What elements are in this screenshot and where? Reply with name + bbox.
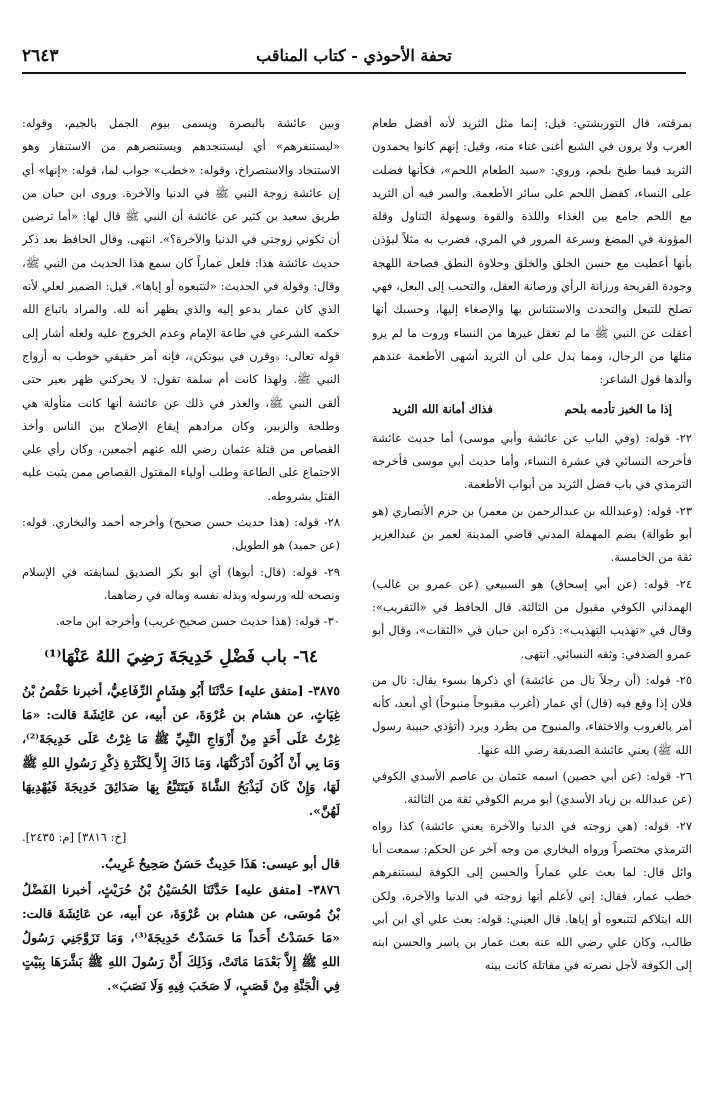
commentary-note-22: ٢٢- قوله: (وفي الباب عن عائشة وأبي موسى) أما حديث عائشة فأخرجه النسائي في عشرة النساء، وأما حديث أبي موسى فأخرجه الترمذي في باب فضل الثريد من أبواب الأطعمة. — [372, 430, 692, 492]
page-number: ٢٦٤٣ — [22, 46, 59, 66]
verse-hemistich-first: إذا ما الخبز تأدمه بلحم — [564, 401, 672, 416]
commentary-note-23: ٢٣- قوله: (وعبدالله بن عبدالرحمن بن معمر) بن حزم الأنصاري (هو أبو طوالة) بضم المهملة المدني قاضي المدينة لعمر بن عبدالعزيز ثقة من الخامسة. — [372, 503, 692, 565]
hadith-reference: [خ: ٣٨١٦] [م: ٢٤٣٥]. — [22, 829, 127, 844]
commentary-note-29: ٢٩- قوله: (قال: أبوها) أي أبو بكر الصديق لسابقته في الإسلام ونصحه لله ورسوله وبذله نفسه وماله في رضاهما. — [22, 564, 340, 602]
commentary-paragraph: بمرقته، قال التوربشتي: قيل: إنما مثل الثريد لأنه أفضل طعام العرب ولا يرون في الشبع أغنى غناء منه، وقيل: إنهم كانوا يحمدون الثريد فيما طبخ بلحم، وروي: «سيد الطعام اللحم»، فكأنها فضلت على النساء، كفضل اللحم على سائر الأطعمة. والسر فيه أن الثريد مع اللحم جامع بين الغذاء واللذة والقوة وسهولة التناول وقلة المؤونة في المضغ وسرعة المرور في المري، فضرب به مثلاً ليؤذن بأنها أعطيت مع حسن الخلق والخلق وحلاوة النطق فصاحة اللهجة وجودة القريحة ورزانة الرأي ورصانة العقل، والتحبب إلى البعل، فهي تصلح للتبعل والتحدث والاستئناس بها والإصغاء إليها، وحسبك أنها أعقلت عن النبي ﷺ ما لم تعقل غيرها من النساء وروت ما لم يرو مثلها من الرجال، ومما يدل على أن الثريد أشهى الأطعمة عندهم وألذها قول الشاعر: — [372, 116, 692, 387]
commentary-note-28: ٢٨- قوله: (هذا حديث حسن صحيح) وأخرجه أحمد والبخاري. قوله: (عن حميد) هو الطويل. — [22, 515, 340, 553]
left-column — [22, 112, 340, 1101]
commentary-note-24: ٢٤- قوله: (عن أبي إسحاق) هو السبيعي (عن عمرو بن غالب) الهمداني الكوفي مقبول من الثالثة. قال الحافظ في «التقريب»: وقال في «تهذيب التهذيب»: ذكره ابن حبان في «الثقات»، وقال أبو عمرو الصدفي: وثقه النسائي. انتهى. — [372, 576, 692, 661]
page-header — [22, 40, 686, 74]
commentary-note-25: ٢٥- قوله: (أن رجلاً نال من عائشة) أي ذكرها بسوء يقال: نال من فلان إذا وقع فيه (قال) أي عمار (أغرب مقبوحاً منبوحاً) أي أبعد، كأنه أمر بالغروب والاختفاء، والمنبوح من يطرد ويرد (أتؤذي حبيبة رسول الله ﷺ) يعني عائشة الصديقة رضي الله عنها. — [372, 672, 692, 757]
commentary-note-26: ٢٦- قوله: (عن أبي حصين) اسمه عثمان بن عاصم الأسدي الكوفي (عن عبدالله بن زياد الأسدي) أبو مريم الكوفي ثقة من الثالثة. — [372, 769, 692, 807]
commentary-paragraph: وبين عائشة بالبصرة ويسمى بيوم الجمل بالجيم، وقوله: «ليستنفرهم» أي ليستنجدهم ويستنصرهم من الاستنفار وهو الاستنجاد والاستصراخ، وقوله: «خطب» جواب لما، قوله: «إنها» أي إن عائشة زوجة النبي ﷺ في الدنيا والآخرة. وروى ابن حبان من طريق سعيد بن كثير عن عائشة أن النبي ﷺ قال لها: «أما ترضين أن تكوني زوجتي في الدنيا والآخرة؟». انتهى. وقال الحافظ بعد ذكر حديث عائشة هذا: فلعل عماراً كان سمع هذا الحديث من النبي ﷺ، وقال: وقوله في الحديث: «لتتبعوه أو إياها». قيل: الضمير لعلي لأنه الذي كان عمار يدعو إليه والذي يظهر أنه لله. والمراد باتباع الله حكمه الشرعي في طاعة الإمام وعدم الخروج عليه ولعله أشار إلى قوله تعالى: ﴿وقرن في بيوتكن﴾، فإنه أمر حقيقي خوطب به أزواج النبي ﷺ. ولهذا كانت أم سلمة تقول: لا يحركني ظهر بعير حتى ألقى النبي ﷺ، والعذر في ذلك عن عائشة أنها كانت متأولة هي وطلحة والزبير، وكان مرادهم إيقاع الإصلاح بين الناس وأخذ القصاص من قتلة عثمان رضي الله عنهم أجمعين، وكان رأي علي الاجتماع على الطاعة وطلب أولياء المقتول القصاص ممن يثبت عليه القتل بشروطه. — [22, 116, 340, 503]
header-rule — [22, 72, 686, 74]
poetry-verse — [372, 398, 692, 421]
right-column — [372, 112, 692, 1101]
commentary-note-30: ٣٠- قوله: (هذا حديث حسن صحيح غريب) وأخرجه ابن ماجه. — [55, 614, 340, 629]
hadith-3875: ٣٨٧٥- [متفق عليه] حَدَّثَنَا أَبُو هِشَامٍ الرِّفَاعِيُّ، أخبرنا حَفْصُ بْنُ غِيَاثٍ، عن هشام بن عُرْوَةَ، عن أبيه، عن عَائِشَةَ قالت: «مَا غِرْتُ عَلَى أَحَدٍ مِنْ أَزْوَاجِ النَّبِيِّ ﷺ مَا غِرْتُ عَلَى خَدِيجَةَ⁽²⁾، وَمَا بِي أَنْ أَكُونَ أَدْرَكْتُهَا، وَمَا ذَاكَ إِلاَّ لِكَثْرَةِ ذِكْرِ رَسُولِ اللهِ ﷺ لَهَا، وَإِنْ كَانَ لَيَذْبَحُ الشَّاةَ فَيَتَتَبَّعُ بِهَا صَدَائِقَ خَدِيجَةَ فَيُهْدِيهَا لَهُنَّ». — [22, 682, 340, 818]
verse-hemistich-second: فذاك أمانة الله الثريد — [392, 401, 493, 416]
hadith-3876: ٣٨٧٦- [متفق عليه] حَدَّثَنَا الحُسَيْنُ بْنُ حُرَيْثٍ، أخبرنا الفَضْلُ بْنُ مُوسَى، عن هشام بن عُرْوَةَ، عن أبيه، عن عَائِشَةَ قالت: «مَا حَسَدْتُ أَحَداً مَا حَسَدْتُ خَدِيجَةَ⁽³⁾، وَمَا تَزَوَّجَنِي رَسُولُ اللهِ ﷺ إِلاَّ بَعْدَمَا مَاتَتْ، وَذَلِكَ أَنَّ رَسُولَ اللهِ ﷺ بَشَّرَهَا بِبَيْتٍ فِي الْجَنَّةِ مِنْ قَصَبٍ، لَا صَخَبَ فِيهِ وَلَا نَصَبَ». — [22, 882, 340, 994]
hadith-grade: قال أبو عيسى: هَذَا حَدِيثٌ حَسَنٌ صَحِيحٌ غَرِيبٌ. — [100, 856, 340, 872]
commentary-note-27: ٢٧- قوله: (هي زوجته في الدنيا والآخرة يعني عائشة) كذا رواه الترمذي مختصراً ورواه البخاري من وجه آخر عن الحكم: سمعت أبا وائل قال: لما بعث علي عماراً والحسن إلى الكوفة ليستنفرهم خطب عمار، فقال: إني لأعلم أنها زوجته في الدنيا والآخرة، ولكن الله ابتلاكم لتتبعوه أو إياها. قال العيني: قوله: بعث علي أي ابن أبي طالب، وكان علي رضي الله عنه بعث عمار بن ياسر والحسن ابنه إلى الكوفة لأجل نصرته في مقاتلة كانت بينه — [372, 818, 692, 973]
running-title: تحفة الأحوذي - كتاب المناقب — [256, 46, 452, 65]
chapter-heading: ٦٤- باب فَضْلِ خَدِيجَةَ رَضِيَ اللهُ عَنْهَا⁽¹⁾ — [43, 646, 319, 667]
